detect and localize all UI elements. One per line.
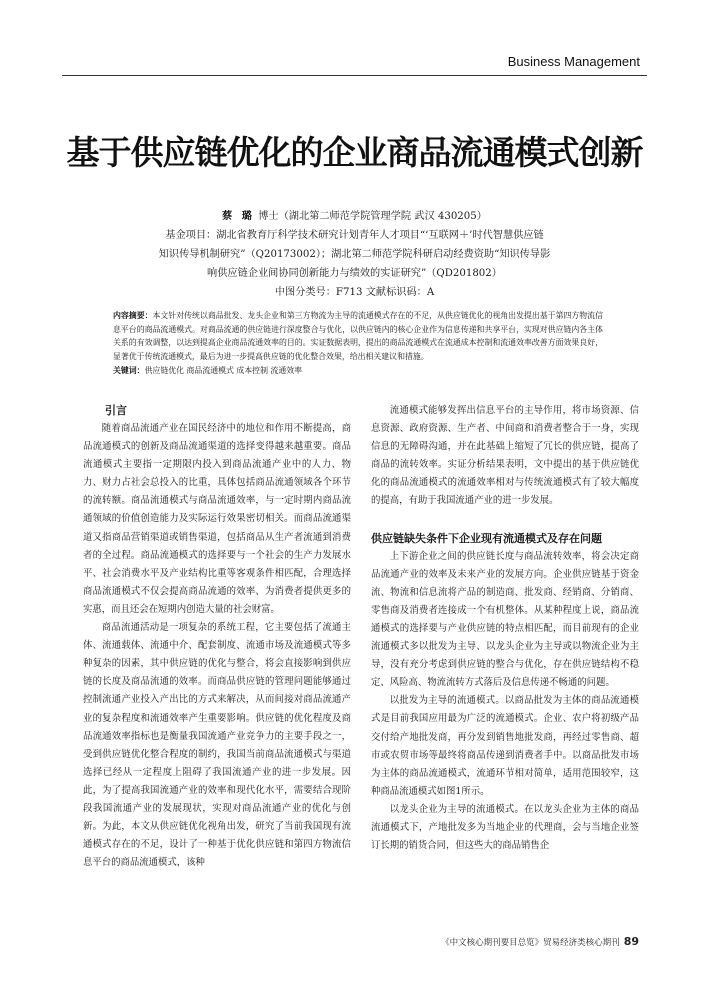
author-affiliation: 博士（湖北第二师范学院管理学院 武汉 430205）	[258, 211, 487, 222]
abstract-block	[113, 309, 603, 378]
page-number: 89	[623, 935, 639, 948]
section-heading: 供应链缺失条件下企业现有流通模式及存在问题	[371, 531, 602, 545]
body-paragraph: 商品流通活动是一项复杂的系统工程，它主要包括了流通主体、流通载体、流通中介、配套制度、流通市场及流通模式等多种复杂的因素，其中供应链的优化与整合，将会直接影响到供应链的长度及商品流通的效率。而商品供应链的管理问题能够通过控制流通产业投入产出比的方式来解决，从而间接对商品流通产业的复杂程度和流通效率产生重要影响。供应链的优化程度及商品流通效率指标也是衡量我国流通产业竞争力的主要手段之一，受到供应链优化整合程度的制约，我国当前商品流通模式与渠道选择已经从一定程度上阻碍了我国流通产业的进一步发展。因此，为了提高我国流通产业的效率和现代化水平，需要结合现阶段我国流通产业的发展现状，实现对商品流通产业的优化与创新。为此，本文从供应链优化视角出发，研究了当前我国现有流通模式存在的不足，设计了一种基于优化供应链和第四方物流信息平台的商品流通模式，该种	[83, 622, 351, 869]
abstract-text: 本文针对传统以商品批发、龙头企业和第三方物流为主导的流通模式存在的不足，从供应链优化的视角出发提出基于第四方物流信息平台的商品流通模式。对商品流通的供应链进行深度整合与优化，以供应链内的核心企业作为信息传递和共享平台，实现对供应链内各主体关系的有效调整，以达到提高企业商品流通效率的目的。实证数据表明，提出的商品流通模式在流通成本控制和流通效率改善方面效果良好，显著优于传统流通模式，最后为进一步提高供应链的优化整合效果，给出相关建议和措施。	[113, 311, 603, 361]
body-paragraph: 随着商品流通产业在国民经济中的地位和作用不断提高，商品流通模式的创新及商品流通渠道的选择变得越来越重要。商品流通模式主要指一定期限内投入到商品流通产业中的人力、物力、财力占社会总投入的比重，具体包括商品流通领域各个环节的流转额。商品流通模式与商品流通效率，与一定时期内商品流通领域的价值创造能力及实际运行效果密切相关。而商品流通渠道又指商品营销渠道或销售渠道，包括商品从生产者流通到消费者的全过程。商品流通模式的选择要与一个社会的生产力发展水平、社会消费水平及产业结构比重等客观条件相匹配，合理选择商品流通模式不仅会提高商品流通的效率、为消费者提供更多的实惠，而且还会在短期内创造大量的社会财富。	[83, 423, 351, 615]
fund-line: 基金项目：湖北省教育厅科学技术研究计划青年人才项目“‘互联网＋’时代智慧供应链	[165, 230, 544, 241]
right-column	[371, 402, 639, 855]
header-rule	[62, 75, 647, 76]
journal-name: 《中文核心期刊要目总览》贸易经济类核心期刊	[441, 938, 620, 948]
body-paragraph: 流通模式能够发挥出信息平台的主导作用，将市场资源、信息资源、政府资源、生产者、中间商和消费者整合于一身，实现信息的无障碍沟通，并在此基础上缩短了冗长的供应链，提高了商品的流转效率。实证分析结果表明，文中提出的基于供应链优化的商品流通模式的流通效率相对与传统流通模式有了较大幅度的提高，有助于我国流通产业的进一步发展。	[371, 405, 639, 507]
author-name: 蔡 璐	[222, 211, 255, 222]
author-line	[60, 207, 649, 226]
article-meta	[60, 207, 649, 302]
classification-line: 中图分类号：F713 文献标识码：A	[274, 287, 435, 298]
fund-line: 响供应链企业间协同创新能力与绩效的实证研究”（QD201802）	[207, 268, 502, 279]
body-paragraph: 上下游企业之间的供应链长度与商品流转效率，将会决定商品流通产业的效率及未来产业的发展方向。企业供应链基于资金流、物流和信息流将产品的制造商、批发商、经销商、分销商、零售商及消费者连接成一个有机整体。从某种程度上说，商品流通模式的选择要与产业供应链的特点相匹配，而目前现有的企业流通模式多以批发为主导、以龙头企业为主导或以物流企业为主导，没有充分考虑到供应链的整合与优化，存在供应链结构不稳定、风险高、物流流转方式落后及信息传递不畅通的问题。	[371, 550, 639, 689]
abstract	[113, 309, 603, 363]
article-title: 基于供应链优化的企业商品流通模式创新	[66, 133, 643, 172]
page-footer	[441, 935, 639, 948]
fund-line: 知识传导机制研究”（Q20173002）；湖北第二师范学院科研启动经费资助“知识传导影	[158, 249, 551, 260]
body-paragraph: 以批发为主导的流通模式。以商品批发为主体的商品流通模式是目前我国应用最为广泛的流通模式。企业、农户将初级产品交付给产地批发商，再分发到销售地批发商，再经过零售商、超市或农贸市场等最终将商品传递到消费者手中。以商品批发市场为主体的商品流通模式，流通环节相对简单，适用范围较窄，这种商品流通模式如图1所示。	[371, 695, 639, 797]
keywords-label: 关键词：	[113, 366, 145, 376]
left-column	[83, 402, 351, 872]
keywords-text: 供应链优化 商品流通模式 成本控制 流通效率	[144, 366, 303, 376]
abstract-label: 内容摘要：	[113, 311, 153, 320]
running-header: Business Management	[507, 54, 640, 69]
body-paragraph: 以龙头企业为主导的流通模式。在以龙头企业为主体的商品流通模式下，产地批发多为当地企业的代理商，会与当地企业签订长期的销货合同，但这些大的商品销售企	[371, 803, 639, 852]
intro-heading: 引言	[105, 404, 127, 417]
keywords	[113, 364, 603, 378]
